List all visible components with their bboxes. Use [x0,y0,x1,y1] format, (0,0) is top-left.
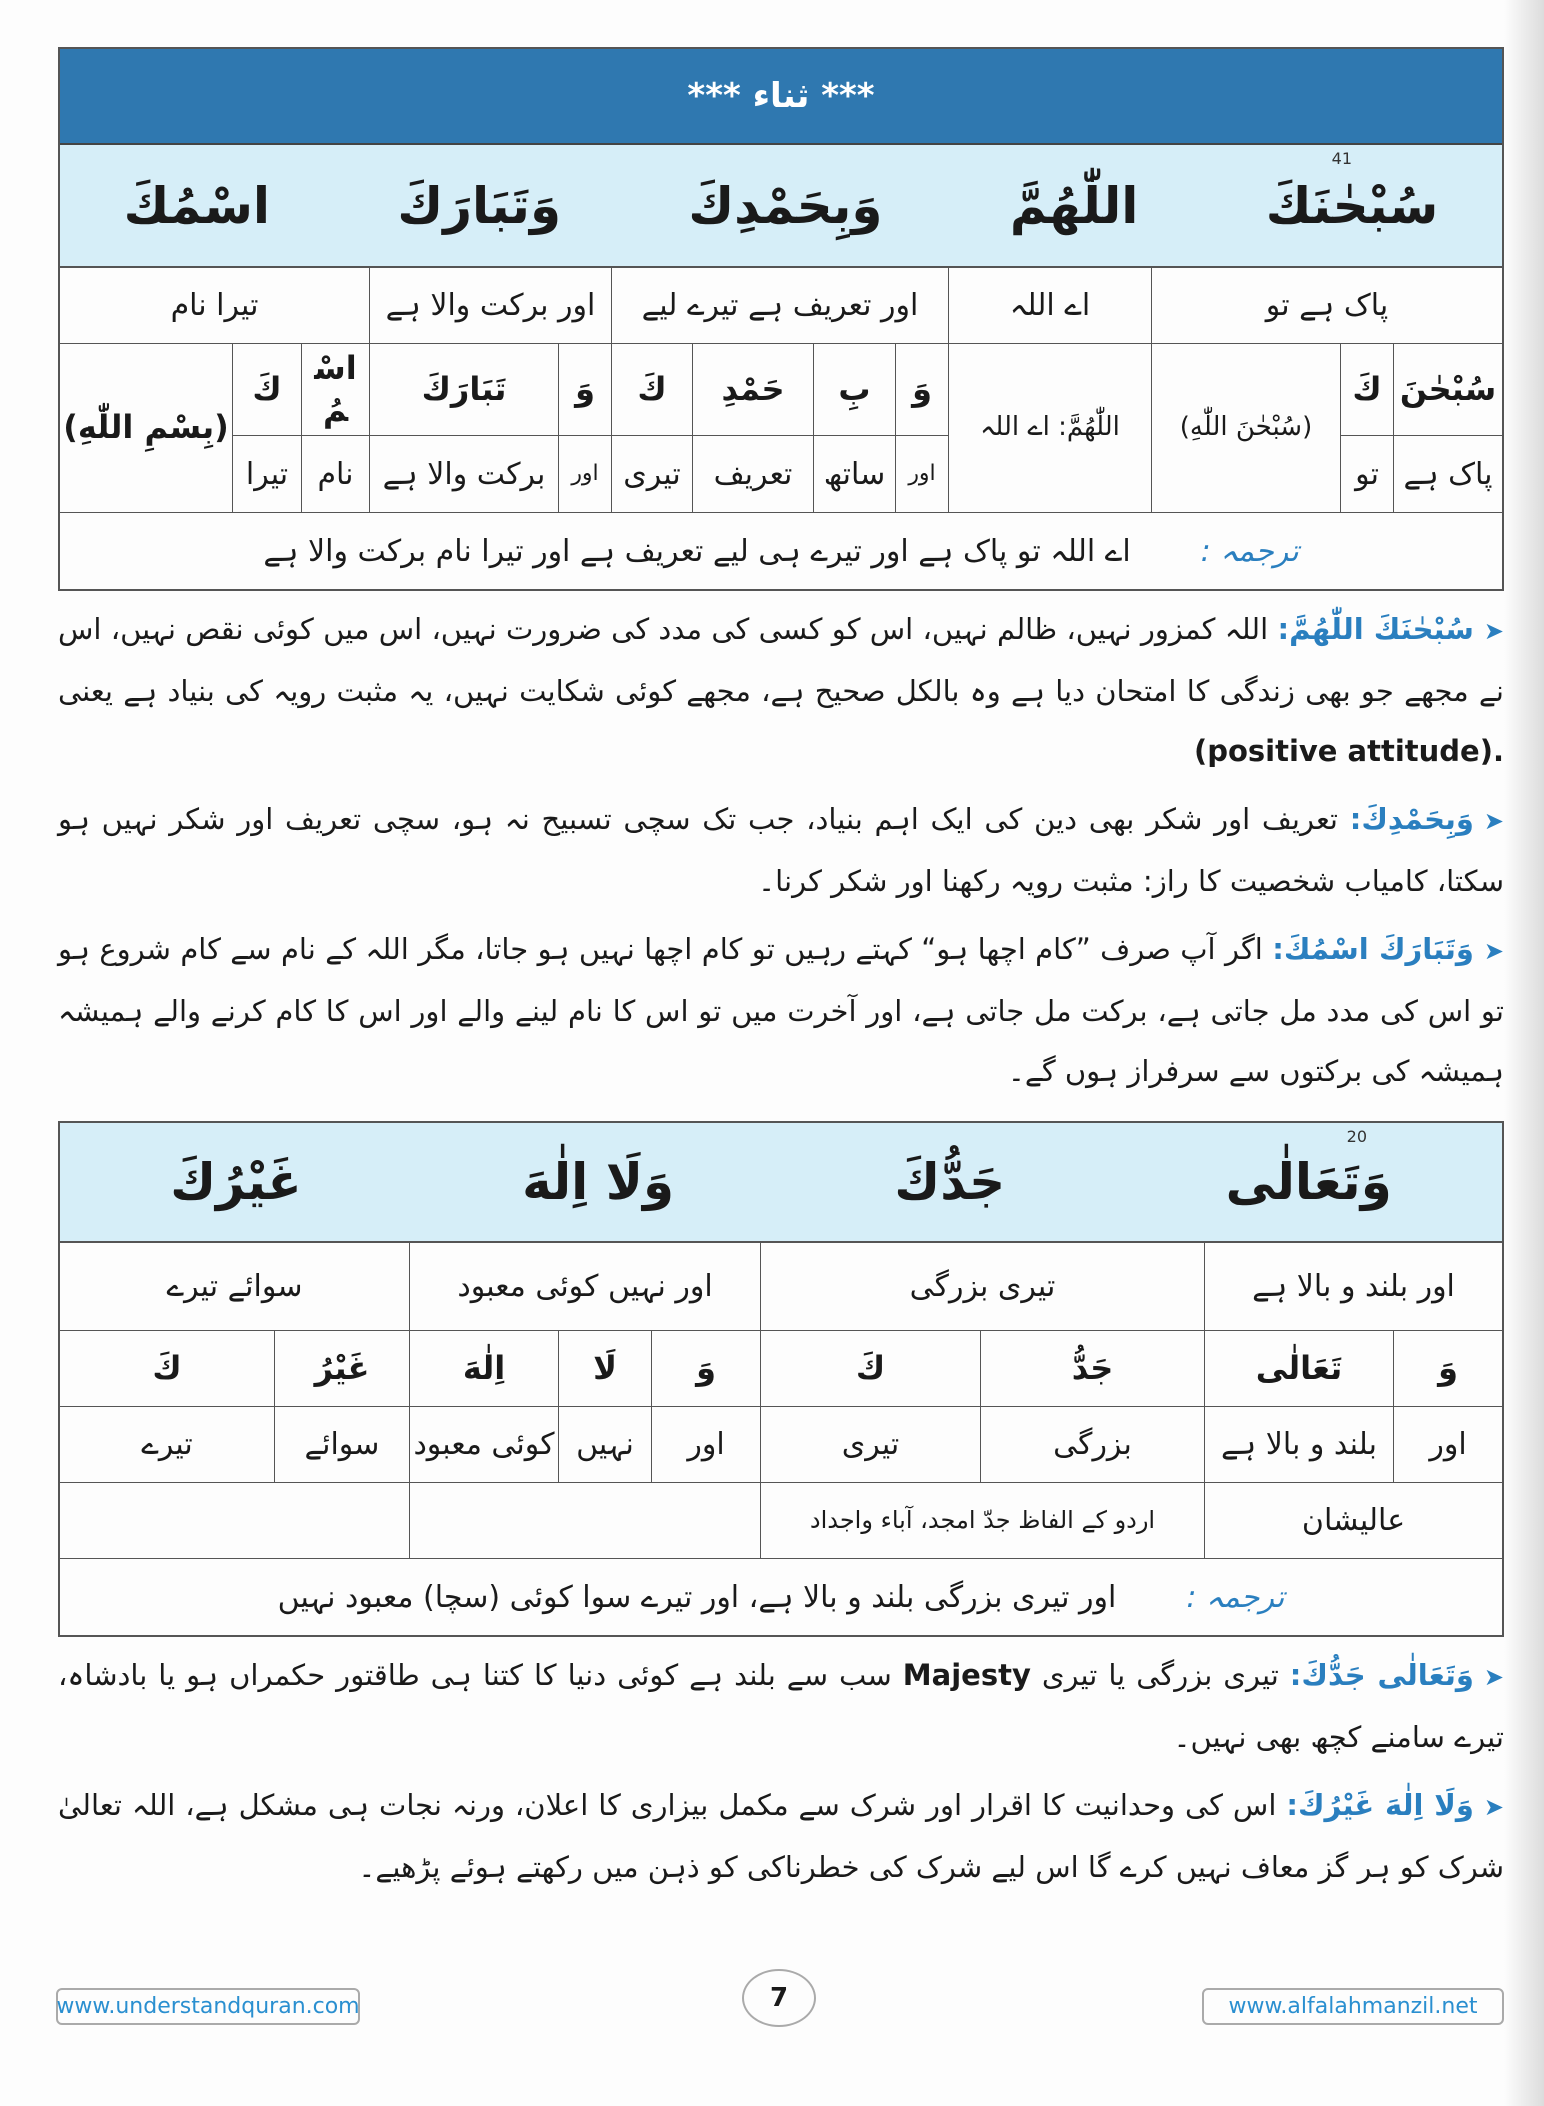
note-text: اس کی وحدانیت کا اقرار اور شرک سے مکمل بیزاری کا اعلان، ورنہ نجات ہی مشکل ہے، اللہ تعالیٰ شرک کو ہر گز معاف نہیں کرے گا اس لیے شرک کی خطرناکی کو ذہن میں رکھتے ہوئے پڑھیے۔ [58,1788,1504,1885]
word-cell: كَ [761,1331,981,1407]
word-cell: وَ [559,344,612,436]
understandquran-link[interactable]: www.understandquran.com [56,1988,360,2025]
meaning-cell: اور نہیں کوئی معبود [410,1243,761,1331]
word-meaning-cell: کوئی معبود [410,1407,559,1483]
reference-number: 20 [1346,1127,1367,1147]
arabic-word: اسْمُكَ [123,176,271,235]
word-cell: اسْمُ [302,344,370,436]
word-meaning-cell: اور [896,436,949,513]
bullet-arrow-icon: ➤ [1483,1663,1504,1692]
word-meaning-cell: تیرے [60,1407,275,1483]
note-text: اگر آپ صرف ”کام اچھا ہو“ کہتے رہیں تو کام اچھا نہیں ہو جاتا، مگر اللہ کے نام سے کام شروع ہو تو اس کی مدد مل جاتی ہے، برکت مل جاتی ہے، اور آخرت میں تو اس کا نام لینے والے اور اس کا کام کرنے والے ہمیشہ ہمیشہ کی برکتوں سے سرفراز ہوں گے۔ [58,932,1504,1089]
word-cell: تَعَالٰى [1205,1331,1394,1407]
note-text: تیری بزرگی یا تیری [1041,1658,1279,1693]
meaning-cell: تیرا نام [60,268,370,344]
note-english: (positive attitude). [1193,734,1504,769]
alfalahmanzil-link[interactable]: www.alfalahmanzil.net [1202,1988,1504,2025]
word-cell: اِلٰهَ [410,1331,559,1407]
note-text: تعریف اور شکر بھی دین کی ایک اہم بنیاد، جب تک سچی تسبیح نہ ہو، سچی تعریف اور شکر نہیں ہو سکتا، کامیاب شخصیت کا راز: مثبت رویہ رکھنا اور شکر کرنا۔ [58,802,1504,899]
word-grid [60,268,1502,513]
page-number: 7 [742,1969,816,2027]
word-meaning-cell: نہیں [559,1407,652,1483]
word-meaning-cell: ساتھ [814,436,896,513]
meaning-cell: تیری بزرگی [761,1243,1205,1331]
empty-cell [60,1483,410,1559]
note-wabihamdika [58,789,1504,911]
reference-number: 41 [1331,149,1352,168]
meaning-cell: اور تعریف ہے تیرے لیے [612,268,949,344]
word-cell: وَ [652,1331,761,1407]
note-watabaraka [58,919,1504,1101]
word-cell: اللّٰهُمَّ: اے اللہ [949,344,1152,513]
word-cell: غَيْرُ [275,1331,410,1407]
word-meaning-cell: تیری [612,436,693,513]
word-cell: تَبَارَكَ [370,344,559,436]
meaning-cell: اور برکت والا ہے [370,268,612,344]
bullet-arrow-icon: ➤ [1483,937,1504,966]
arabic-word: وَتَعَالٰى [1225,1153,1392,1212]
word-cell: (بِسْمِ اللّٰهِ) [60,344,233,513]
empty-cell [410,1483,761,1559]
meaning-cell: پاک ہے تو [1152,268,1502,344]
meaning-cell: اے اللہ [949,268,1152,344]
note-subhanaka [58,599,1504,781]
word-meaning-cell: بلند و بالا ہے [1205,1407,1394,1483]
bullet-arrow-icon: ➤ [1483,1793,1505,1822]
word-grid [60,1243,1502,1559]
word-meaning-cell: اور [1394,1407,1502,1483]
meaning-cell: سوائے تیرے [60,1243,410,1331]
note-text: سب سے بلند ہے کوئی دنیا کا کتنا ہی طاقتور حکمراں ہو یا بادشاہ، تیرے سامنے کچھ بھی نہیں۔ [58,1658,1504,1755]
word-cell: بِ [814,344,896,436]
arabic-word: اللّٰهُمَّ [1009,176,1139,235]
word-cell: لَا [559,1331,652,1407]
thana-table [58,47,1504,591]
page-binding-shadow [1504,0,1544,2106]
note-keyword: وَتَبَارَكَ اسْمُكَ: [1272,932,1474,967]
word-cell: كَ [612,344,693,436]
arabic-word: جَدُّكَ [894,1153,1006,1212]
word-meaning-cell: سوائے [275,1407,410,1483]
translation-label: ترجمہ : [1186,1579,1285,1615]
note-keyword: وَلَا اِلٰهَ غَيْرُكَ: [1286,1788,1474,1823]
note-wataala [58,1645,1504,1767]
urdu-derivatives-cell: عالیشان [1205,1483,1502,1559]
word-cell: كَ [60,1331,275,1407]
table-title: *** ثناء *** [60,49,1502,145]
note-wala-ilaha [58,1775,1504,1897]
note-keyword: سُبْحٰنَكَ اللّٰهُمَّ: [1277,612,1474,647]
word-meaning-cell: اور [652,1407,761,1483]
word-cell: (سُبْحٰنَ اللّٰهِ) [1152,344,1341,513]
note-english: Majesty [902,1658,1031,1693]
word-cell: حَمْدِ [693,344,814,436]
word-meaning-cell: تیرا [233,436,302,513]
urdu-derivatives-cell: اردو کے الفاظ جدّ امجد، آباء واجداد [761,1483,1205,1559]
word-meaning-cell: تو [1341,436,1394,513]
second-table [58,1121,1504,1637]
meaning-cell: اور بلند و بالا ہے [1205,1243,1502,1331]
word-meaning-cell: بزرگی [981,1407,1205,1483]
word-cell: كَ [233,344,302,436]
word-cell: كَ [1341,344,1394,436]
arabic-word: وَبِحَمْدِكَ [688,176,883,235]
bullet-arrow-icon: ➤ [1483,617,1505,646]
arabic-word: وَتَبَارَكَ [397,176,562,235]
arabic-header-row [60,1123,1502,1243]
note-text: اللہ کمزور نہیں، ظالم نہیں، اس کو کسی کی مدد کی ضرورت نہیں، اس میں کوئی نقص نہیں، اس نے مجھے جو بھی زندگی کا امتحان دیا ہے وہ بالکل صحیح ہے، مجھے کوئی شکایت نہیں، یہ مثبت رویہ کی بنیاد ہے یعنی [58,612,1504,709]
word-cell: جَدُّ [981,1331,1205,1407]
note-keyword: وَتَعَالٰى جَدُّكَ: [1289,1658,1474,1693]
word-meaning-cell: تیری [761,1407,981,1483]
word-cell: سُبْحٰنَ [1394,344,1502,436]
note-keyword: وَبِحَمْدِكَ: [1349,802,1474,837]
arabic-word: وَلَا اِلٰهَ [522,1153,675,1212]
word-meaning-cell: پاک ہے [1394,436,1502,513]
page-content [58,47,1504,1897]
translation-row [60,1559,1502,1635]
arabic-word: غَيْرُكَ [170,1153,302,1212]
word-cell: وَ [1394,1331,1502,1407]
word-meaning-cell: نام [302,436,370,513]
word-meaning-cell: تعریف [693,436,814,513]
bullet-arrow-icon: ➤ [1483,807,1505,836]
word-cell: وَ [896,344,949,436]
translation-label: ترجمہ : [1200,533,1299,569]
translation-text: اے اللہ تو پاک ہے اور تیرے ہی لیے تعریف ہے اور تیرا نام برکت والا ہے [263,533,1131,569]
word-meaning-cell: اور [559,436,612,513]
translation-text: اور تیری بزرگی بلند و بالا ہے، اور تیرے سوا کوئی (سچا) معبود نہیں [277,1579,1117,1615]
word-meaning-cell: برکت والا ہے [370,436,559,513]
arabic-word: سُبْحٰنَكَ [1265,176,1439,235]
translation-row [60,513,1502,589]
arabic-header-row [60,145,1502,268]
